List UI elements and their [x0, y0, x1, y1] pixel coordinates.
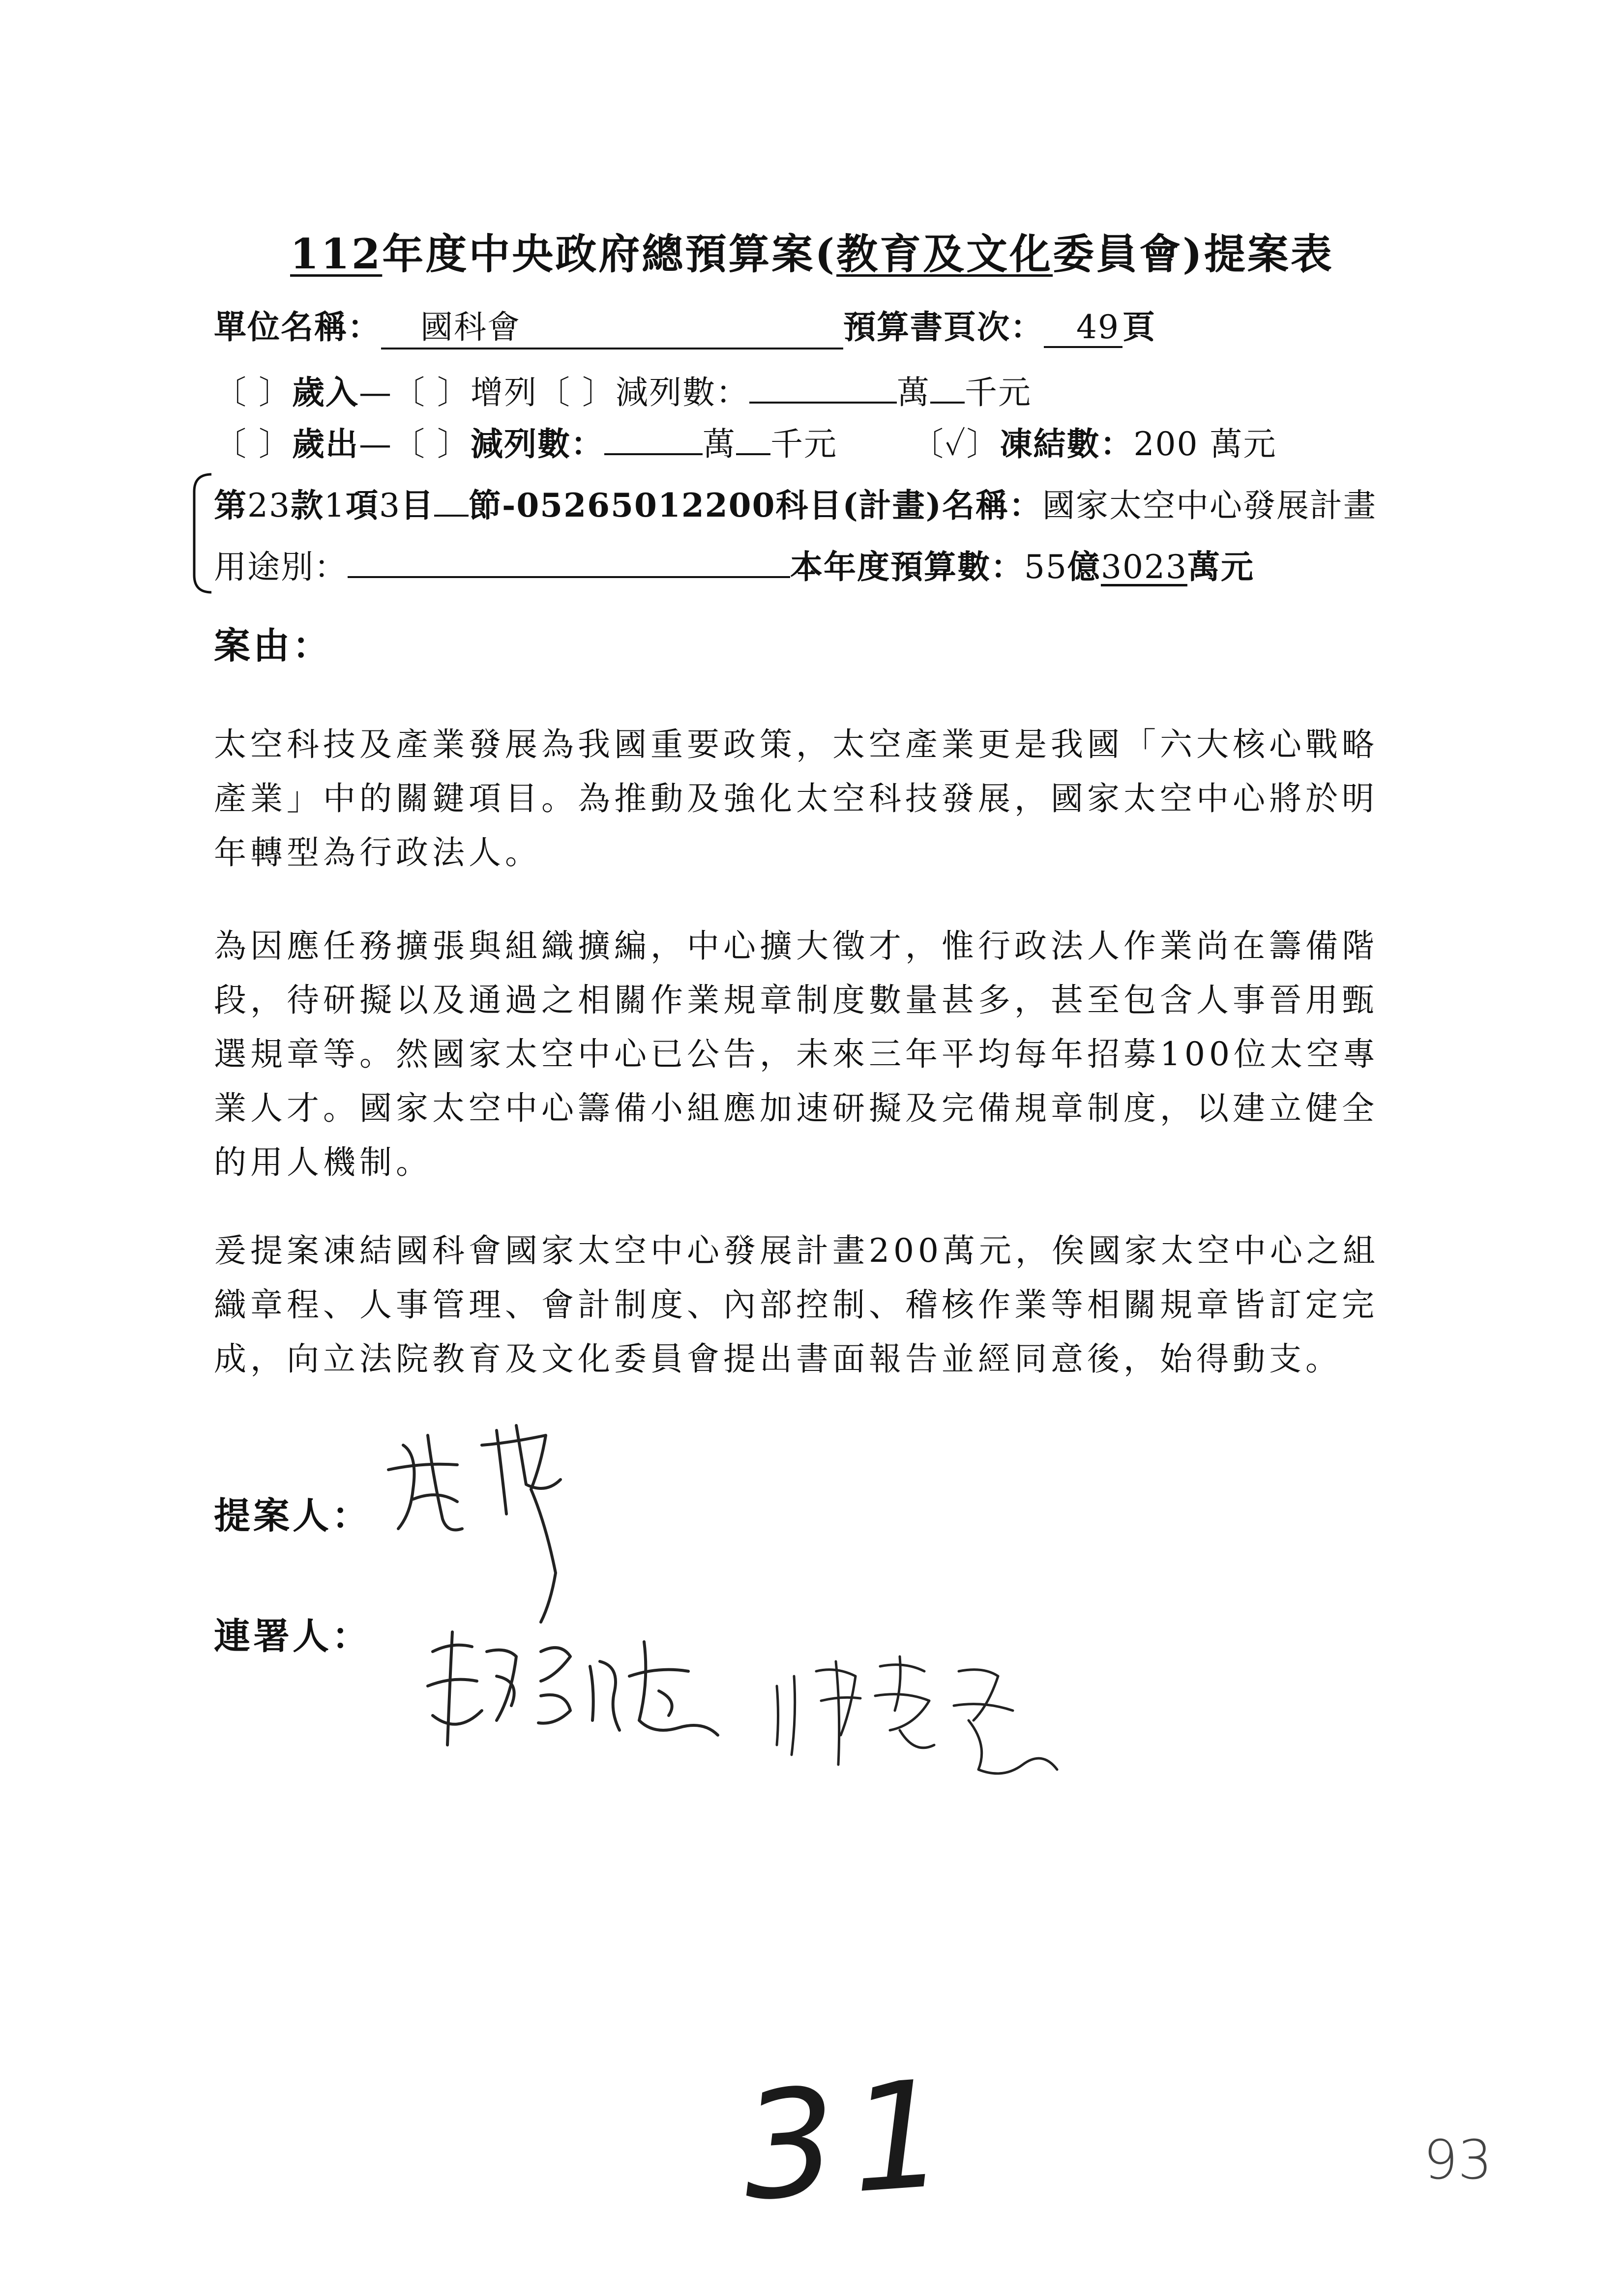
proposer-label: 提案人：	[214, 1495, 371, 1537]
subject-label: 科目(計畫)名稱：	[775, 486, 1042, 524]
unit-label: 單位名稱：	[214, 308, 381, 346]
expense-decrease-label: 減列數：	[470, 425, 604, 463]
title-part-b: 委員會)提案表	[1053, 230, 1334, 278]
revenue-checkbox: 〔 〕	[214, 374, 292, 411]
reason-paragraph-3: 爰提案凍結國科會國家太空中心發展計畫200萬元，俟國家太空中心之組織章程、人事管理、會計制度、內部控制、稽核作業等相關規章皆訂定完成，向立法院教育及文化委員會提出書面報告並經同意後，始得動支。	[214, 1232, 1379, 1378]
page-suffix: 頁	[1122, 308, 1156, 346]
mu-label: 目	[400, 486, 434, 524]
reason-paragraph-1: 太空科技及產業發展為我國重要政策，太空產業更是我國「六大核心戰略產業」中的關鍵項目。為推動及強化太空科技發展，國家太空中心將於明年轉型為行政法人。	[214, 726, 1378, 872]
usage-blank	[348, 542, 790, 578]
expense-wan-blank	[604, 419, 703, 455]
mu-number: 3	[379, 487, 401, 524]
budget-yi-label: 億	[1067, 548, 1101, 586]
revenue-label: 歲入	[292, 373, 359, 411]
page-number: 93	[1423, 2128, 1492, 2191]
reason-paragraph-2: 為因應任務擴張與組織擴編，中心擴大徵才，惟行政法人作業尚在籌備階段，待研擬以及通過之相關作業規章制度數量甚多，甚至包含人事晉用甄選規章等。然國家太空中心已公告，未來三年平均每年招募100位太空專業人才。國家太空中心籌備小組應加速研擬及完備規章制度，以建立健全的用人機制。	[214, 927, 1379, 1181]
usage-row	[214, 541, 1254, 587]
jie-code: 節-05265012200	[468, 486, 776, 524]
revenue-decrease-label: 減列數：	[615, 374, 749, 411]
bracket-icon	[187, 472, 216, 595]
freeze-label: 凍結數：	[1000, 425, 1134, 463]
proposer-signature	[384, 1416, 610, 1627]
revenue-qian: 千元	[964, 374, 1032, 411]
reason-label: 案由：	[214, 625, 332, 667]
page-value: 49	[1044, 308, 1122, 348]
form-title	[290, 221, 1334, 281]
item-row	[214, 479, 1377, 526]
budget-yi-value: 55	[1024, 548, 1067, 586]
expense-checkbox: 〔 〕	[214, 425, 292, 463]
jie-blank	[434, 481, 469, 517]
cosigner-signature-2	[767, 1642, 1072, 1789]
freeze-value: 200 萬元	[1133, 425, 1277, 463]
budget-wan-label: 萬元	[1187, 548, 1254, 586]
decrease-checkbox: 〔 〕	[537, 374, 616, 411]
budget-label: 本年度預算數：	[790, 548, 1024, 586]
title-part-a: 年度中央政府總預算案(	[382, 230, 837, 278]
expense-qian-blank	[736, 419, 770, 455]
revenue-wan-blank	[749, 368, 897, 404]
cosigner-signature-1	[423, 1622, 738, 1770]
unit-value: 國科會	[381, 301, 843, 349]
item-di: 第	[214, 486, 247, 524]
budget-wan-value: 3023	[1100, 548, 1187, 586]
handwritten-number: 31	[737, 2047, 966, 2234]
unit-row	[214, 301, 1156, 349]
cosigner-label: 連署人：	[214, 1615, 371, 1657]
increase-checkbox: 〔 〕	[392, 374, 471, 411]
title-committee: 教育及文化	[836, 230, 1053, 278]
revenue-qian-blank	[930, 368, 965, 404]
expense-decrease-checkbox: 〔 〕	[392, 425, 471, 463]
expense-label: 歲出	[292, 425, 359, 463]
title-year: 112	[290, 230, 383, 278]
revenue-dash: —	[358, 374, 392, 411]
expense-qian: 千元	[770, 425, 837, 463]
expense-wan: 萬	[702, 425, 736, 463]
kuan-label: 款	[290, 486, 324, 524]
kuan-number: 23	[247, 487, 291, 524]
expense-row	[214, 418, 1277, 465]
subject-value: 國家太空中心發展計畫	[1042, 487, 1377, 524]
expense-dash: —	[358, 425, 392, 463]
revenue-row	[214, 366, 1032, 413]
page-label: 預算書頁次：	[843, 308, 1044, 346]
xiang-number: 1	[324, 487, 346, 524]
xiang-label: 項	[345, 486, 379, 524]
usage-label: 用途別：	[214, 548, 348, 586]
freeze-checkbox: 〔✓〕	[911, 425, 1000, 463]
increase-label: 增列	[470, 374, 537, 411]
revenue-wan: 萬	[896, 374, 930, 411]
